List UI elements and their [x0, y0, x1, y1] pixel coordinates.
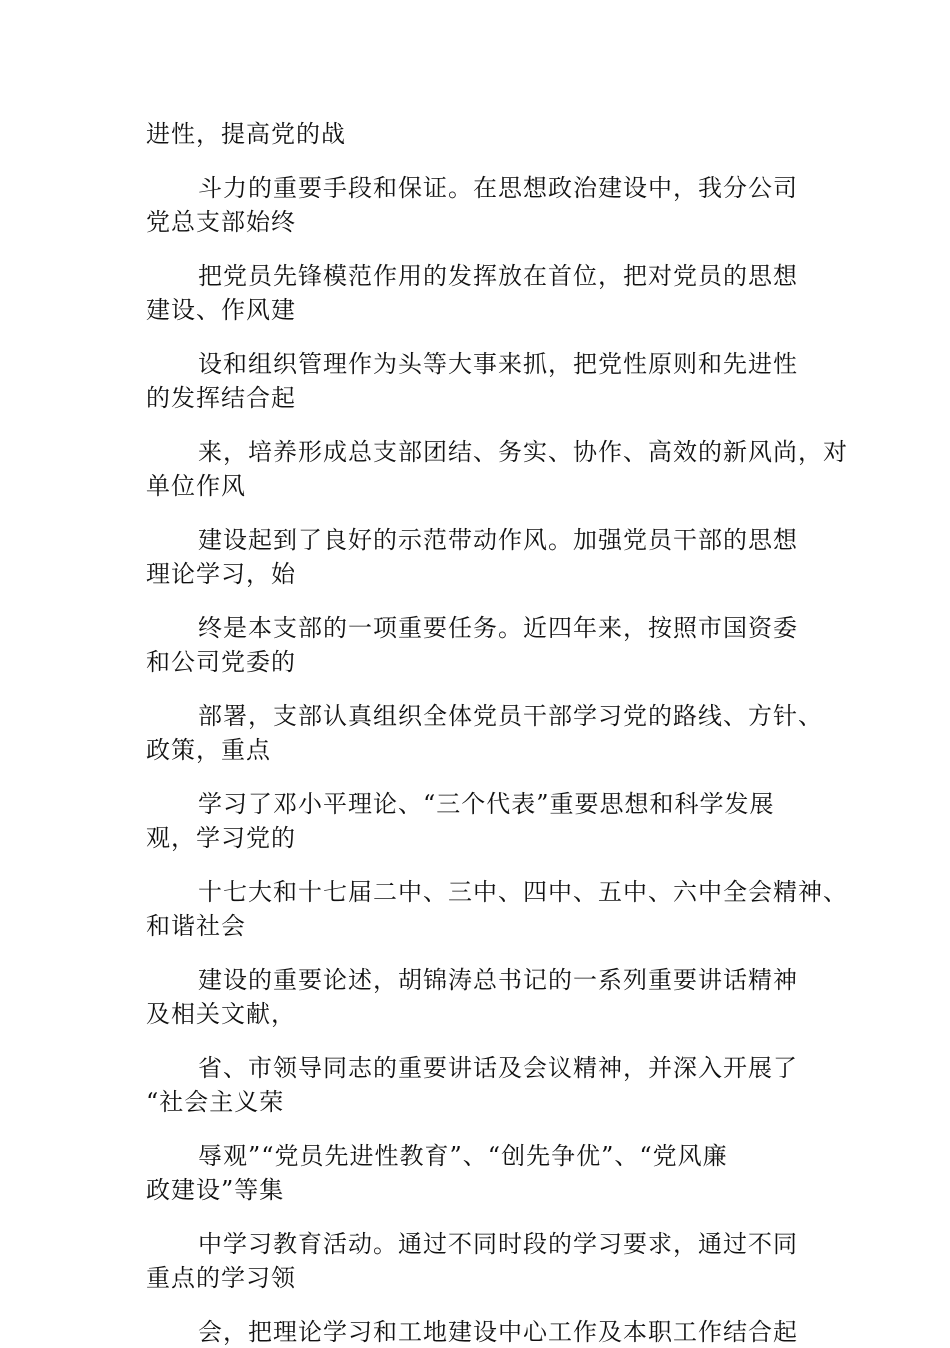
text-line: 会，把理论学习和工地建设中心工作及本职工作结合起 [198, 1318, 798, 1346]
text-line: 把党员先锋模范作用的发挥放在首位，把对党员的思想 [198, 262, 798, 290]
text-line: 重点的学习领 [146, 1264, 296, 1292]
text-line: 党总支部始终 [146, 208, 296, 236]
text-line: 政策，重点 [146, 736, 271, 764]
text-line: 设和组织管理作为头等大事来抓，把党性原则和先进性 [198, 350, 798, 378]
document-body [146, 118, 848, 1348]
text-line: 及相关文献， [146, 1000, 296, 1028]
text-line: 省、市领导同志的重要讲话及会议精神，并深入开展了 [198, 1054, 798, 1082]
text-line: 单位作风 [146, 472, 246, 500]
text-line: 政建设”等集 [146, 1176, 285, 1204]
text-line: 理论学习，始 [146, 560, 296, 588]
text-line: 来，培养形成总支部团结、务实、协作、高效的新风尚，对 [198, 438, 848, 466]
text-line: 终是本支部的一项重要任务。近四年来，按照市国资委 [198, 614, 798, 642]
text-line: 建设的重要论述，胡锦涛总书记的一系列重要讲话精神 [198, 966, 798, 994]
text-line: 十七大和十七届二中、三中、四中、五中、六中全会精神、 [198, 878, 848, 906]
text-line: “社会主义荣 [146, 1088, 285, 1116]
text-line: 建设、作风建 [146, 296, 296, 324]
text-line: 辱观”“党员先进性教育”、“创先争优”、“党风廉 [198, 1142, 728, 1170]
text-line: 的发挥结合起 [146, 384, 296, 412]
text-line: 和谐社会 [146, 912, 246, 940]
text-line: 学习了邓小平理论、“三个代表”重要思想和科学发展 [198, 790, 775, 818]
text-line: 观，学习党的 [146, 824, 296, 852]
text-line: 建设起到了良好的示范带动作风。加强党员干部的思想 [198, 526, 798, 554]
text-line: 斗力的重要手段和保证。在思想政治建设中，我分公司 [198, 174, 798, 202]
text-line: 和公司党委的 [146, 648, 296, 676]
text-line: 中学习教育活动。通过不同时段的学习要求，通过不同 [198, 1230, 798, 1258]
text-line: 部署，支部认真组织全体党员干部学习党的路线、方针、 [198, 702, 823, 730]
text-line: 进性，提高党的战 [146, 120, 346, 148]
